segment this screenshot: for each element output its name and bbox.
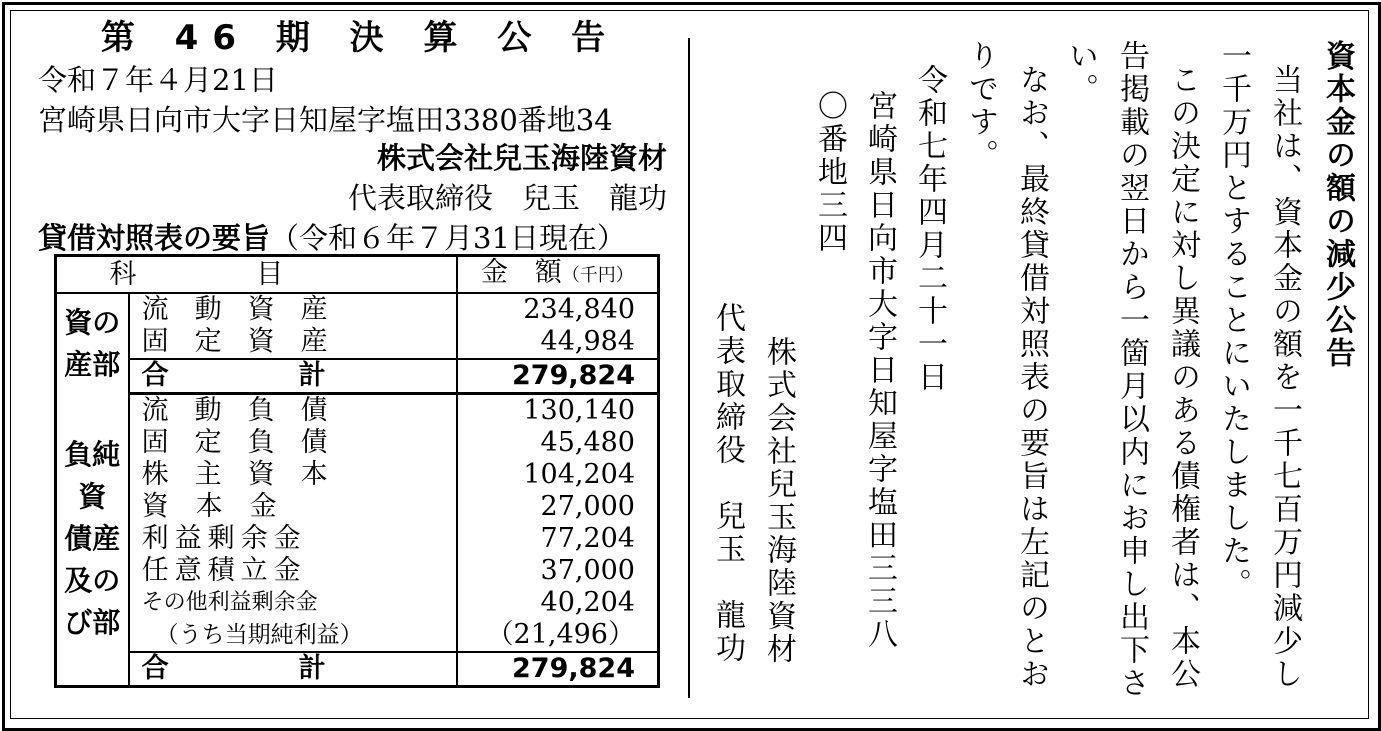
representative: 代表取締役 兒玉 龍功 <box>347 181 667 215</box>
header-amount-label: 金 額 <box>480 257 562 288</box>
notice-date: 令和７年４月21日 <box>38 63 278 97</box>
header-item: 科目 <box>56 256 457 294</box>
table-row <box>56 326 659 359</box>
table-row <box>56 491 659 523</box>
row-value: 130,140 <box>523 395 635 426</box>
table-row <box>56 459 659 491</box>
total-label: 合計 <box>129 359 457 394</box>
row-label: 利益剰余金 <box>129 523 457 555</box>
table-row <box>56 587 659 619</box>
row-label: 固定負債 <box>129 427 457 459</box>
liab-label-line5: び部 <box>64 606 121 640</box>
notice-representative-vertical: 代表取締役 兒玉 龍功 <box>710 302 745 665</box>
row-label: 任意積立金 <box>129 555 457 587</box>
row-value: 45,480 <box>540 427 635 458</box>
notice-address-vertical-2: 〇番地三四 <box>812 90 847 255</box>
settlement-notice-title: 第 46 期 決 算 公 告 <box>100 18 620 58</box>
table-row <box>56 555 659 587</box>
assets-label-line1: 資の <box>64 305 121 339</box>
total-value: 279,824 <box>457 652 659 687</box>
notice-column-6: なお、最終貸借対照表の要旨は左記のとお <box>1014 64 1049 691</box>
table-row <box>56 293 659 326</box>
table-row <box>56 523 659 555</box>
row-label: （うち当期純利益） <box>129 619 457 652</box>
row-label: その他利益剰余金 <box>129 587 457 619</box>
notice-column-3: この決定に対し異議のある債権者は、本公 <box>1165 64 1200 691</box>
row-value: 40,204 <box>540 587 635 618</box>
row-label: 流動負債 <box>129 394 457 428</box>
company-name: 株式会社兒玉海陸資材 <box>376 141 667 175</box>
balance-sheet-date: （令和６年７月31日現在） <box>270 221 626 255</box>
notice-column-7: りです。 <box>963 40 998 172</box>
capital-reduction-title: 資本金の額の減少公告 <box>1320 40 1355 370</box>
table-row <box>56 427 659 459</box>
header-amount <box>457 256 659 294</box>
total-label: 合計 <box>129 652 457 687</box>
liab-label-line1: 負純 <box>64 438 121 472</box>
header-unit: （千円） <box>561 265 634 286</box>
assets-total-row <box>56 359 659 394</box>
assets-label-line2: 産部 <box>64 347 121 381</box>
notice-company-vertical: 株式会社兒玉海陸資材 <box>761 336 796 666</box>
notice-date-vertical: 令和七年四月二十一日 <box>912 64 947 394</box>
row-value: 37,000 <box>540 555 635 586</box>
liab-label-line4: 及の <box>64 564 121 598</box>
table-row <box>56 394 659 428</box>
row-label: 固定資産 <box>129 326 457 359</box>
table-row <box>56 619 659 652</box>
row-label: 株主資本 <box>129 459 457 491</box>
notice-column-2: 一千万円とすることにいたしました。 <box>1216 40 1251 601</box>
row-value: 44,984 <box>540 326 635 357</box>
row-label: 流動資産 <box>129 293 457 326</box>
notice-column-4: 告掲載の翌日から一箇月以内にお申し出下さ <box>1114 40 1149 700</box>
total-value: 279,824 <box>457 359 659 394</box>
notice-address-vertical-1: 宮崎県日向市大字日知屋字塩田三三八 <box>862 90 897 651</box>
balance-sheet-table <box>54 254 660 688</box>
balance-sheet-title: 貸借対照表の要旨 <box>38 221 271 255</box>
table-header-row <box>56 256 659 294</box>
assets-section-label <box>56 293 129 394</box>
liabilities-section-label <box>56 394 129 687</box>
liab-label-line2: 資 <box>78 480 107 514</box>
row-value: 77,204 <box>540 523 635 554</box>
liab-label-line3: 債産 <box>64 522 121 556</box>
row-value: 104,204 <box>523 459 635 490</box>
company-address: 宮崎県日向市大字日知屋字塩田3380番地34 <box>38 103 613 137</box>
notice-column-5: い。 <box>1063 40 1098 106</box>
row-value: 234,840 <box>523 294 635 325</box>
row-label: 資 本 金 <box>129 491 457 523</box>
row-value: （21,496） <box>486 619 635 650</box>
liabilities-total-row <box>56 652 659 687</box>
notice-column-1: 当社は、資本金の額を一千七百万円減少し <box>1267 64 1302 691</box>
balance-sheet-heading <box>38 218 626 258</box>
row-value: 27,000 <box>540 491 635 522</box>
vertical-divider <box>688 38 690 698</box>
